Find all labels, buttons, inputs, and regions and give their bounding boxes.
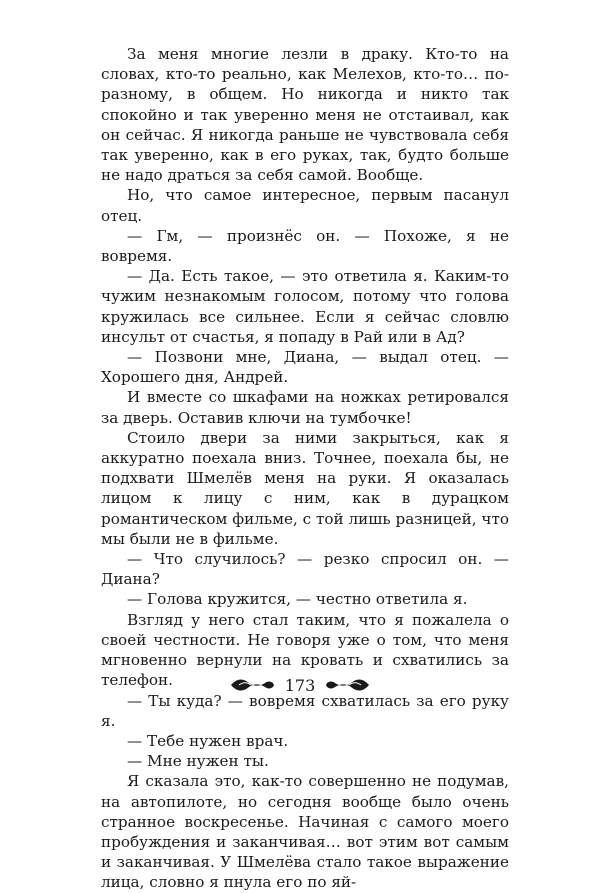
paragraph: — Ты куда? — вовремя схватилась за его руку я. — [101, 691, 509, 730]
right-ornament-icon — [325, 676, 371, 694]
paragraph: И вместе со шкафами на ножках ретировался за дверь. Оставив ключи на тумбочке! — [101, 388, 509, 427]
paragraph: — Что случилось? — резко спросил он. — Диана? — [101, 550, 509, 589]
paragraph: — Голова кружится, — честно ответила я. — [127, 590, 468, 609]
paragraph: Стоило двери за ними закрыться, как я аккуратно поехала вниз. Точнее, поехала бы, не подхвати Шмелёв меня на руки. Я оказалась лицом к лицу с ним, как в дурацком романтическом фильме, с той лишь разницей, что мы были не в фильме. — [101, 428, 509, 548]
paragraph: Взгляд у него стал таким, что я пожалела о своей честности. Не говоря уже о том, что меня мгновенно вернули на кровать и схватились за телефон. — [101, 610, 509, 690]
paragraph: — Мне нужен ты. — [127, 752, 269, 771]
paragraph: — Гм, — произнёс он. — Похоже, я не вовремя. — [101, 226, 509, 266]
paragraph: За меня многие лезли в драку. Кто-то на словах, кто-то реально, как Мелехов, кто-то… по-разному, в общем. Но никогда и никто так спокойно и так уверенно меня не отстаивал, как он сейчас. Я никогда раньше не чувствовала себя так уверенно, как в его руках, так, будто больше не надо драться за себя самой. Вообще. — [101, 45, 509, 185]
paragraph: Но, что самое интересное, первым пасанул отец. — [101, 186, 509, 225]
page-number: 173 — [284, 675, 316, 695]
paragraph: — Позвони мне, Диана, — выдал отец. — Хорошего дня, Андрей. — [101, 348, 509, 387]
page-footer — [0, 672, 600, 698]
paragraph: — Да. Есть такое, — это ответила я. Каким-то чужим незнакомым голосом, потому что голова кружилась все сильнее. Если я сейчас словлю инсульт от счастья, я попаду в Рай или в Ад? — [101, 267, 509, 346]
left-ornament-icon — [229, 676, 275, 694]
paragraph: — Тебе нужен врач. — [127, 731, 289, 750]
paragraph: Я сказала это, как-то совершенно не подумав, на автопилоте, но сегодня вообще было очень странное воскресенье. Начиная с самого моего пробуждения и заканчивая… вот этим вот самым и заканчивая. У Шмелёва стало такое выражение лица, словно я пнула его по яй- — [101, 772, 509, 892]
body-text — [101, 44, 509, 893]
